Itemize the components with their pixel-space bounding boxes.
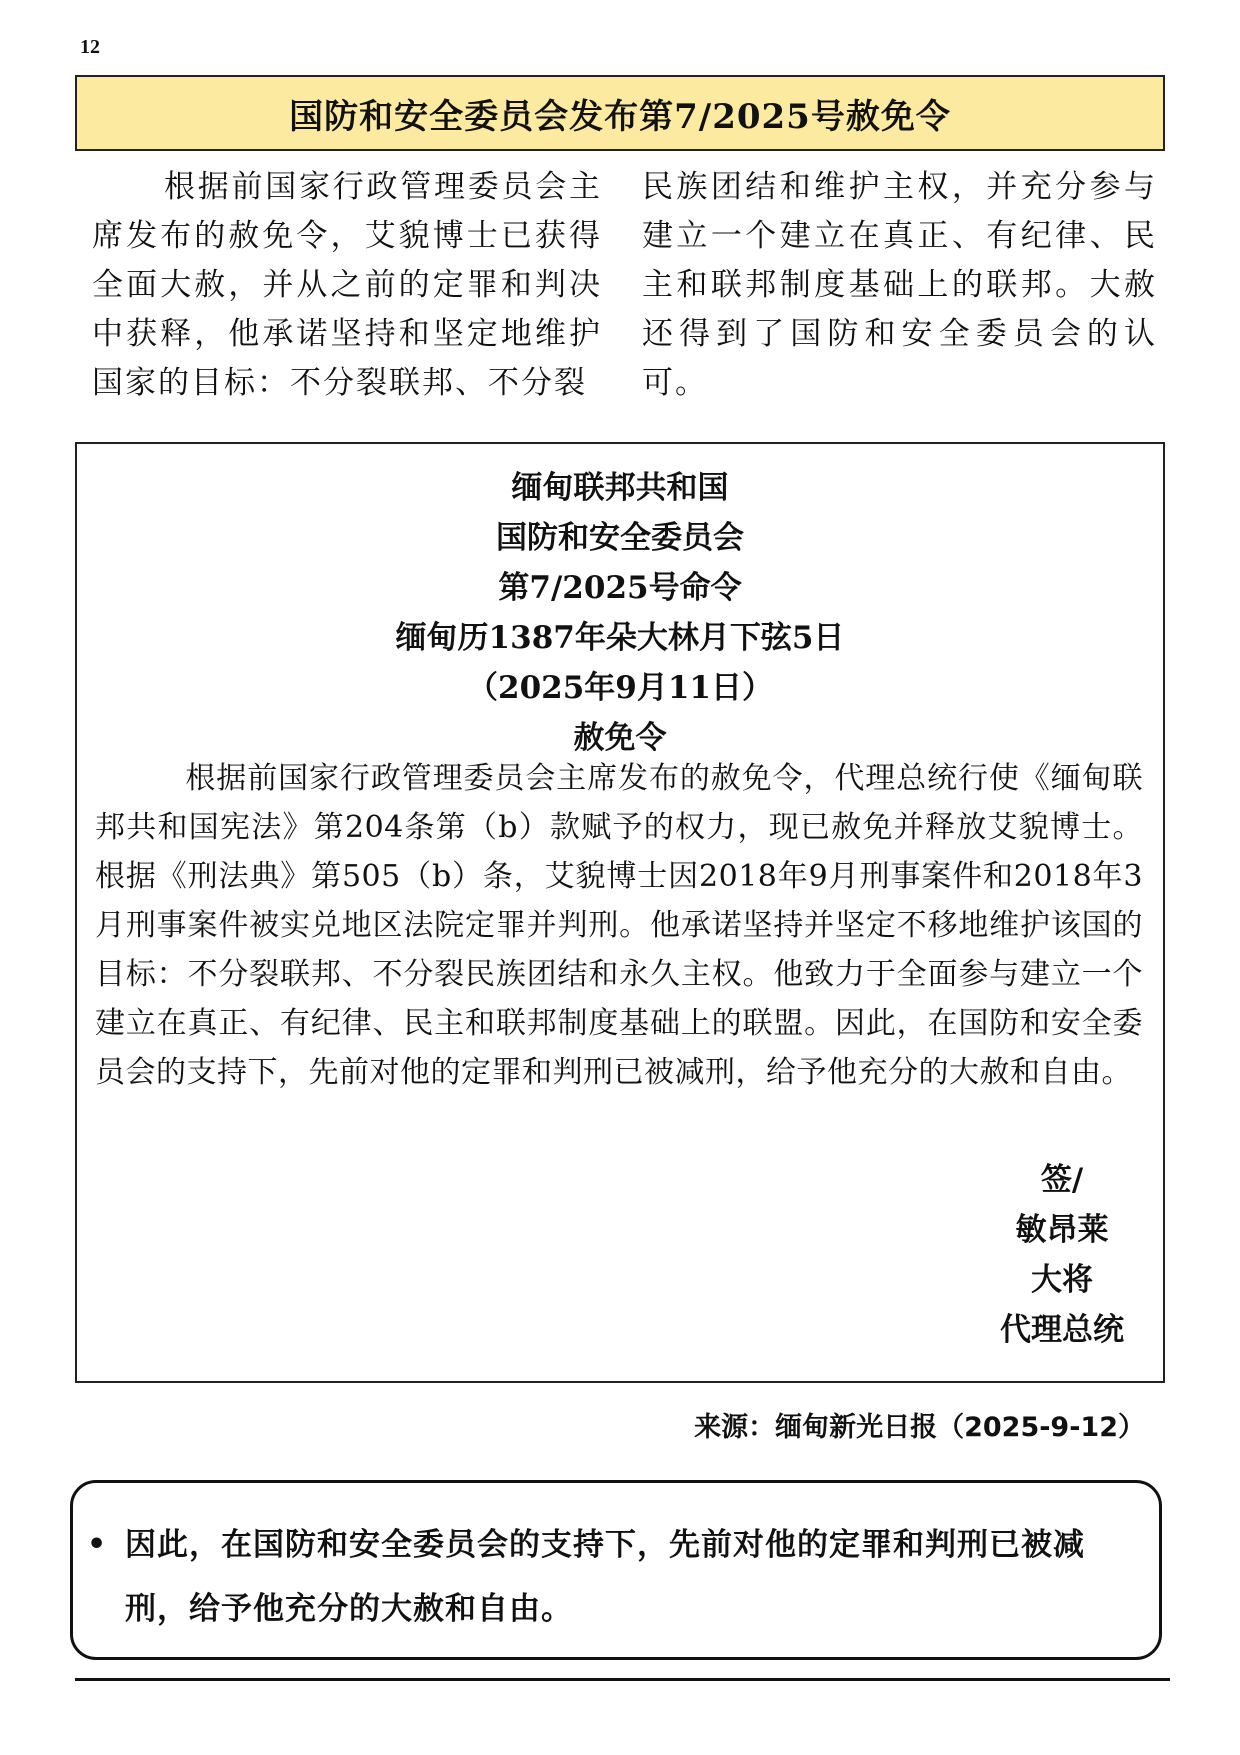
source-citation: 来源：缅甸新光日报（2025-9-12） bbox=[694, 1412, 1145, 1443]
page-number: 12 bbox=[80, 36, 100, 58]
order-country: 缅甸联邦共和国 bbox=[511, 470, 729, 506]
signature-mark: 签/ bbox=[1040, 1162, 1084, 1198]
signatory-title: 代理总统 bbox=[1000, 1312, 1124, 1348]
summary-text: 因此，在国防和安全委员会的支持下，先前对他的定罪和判刑已被减刑，给予他充分的大赦和自由。 bbox=[125, 1527, 1085, 1627]
order-document-box bbox=[75, 442, 1165, 1383]
order-type: 赦免令 bbox=[573, 720, 667, 756]
order-gregorian-date: （2025年9月11日） bbox=[467, 670, 773, 706]
intro-column-right: 民族团结和维护主权，并充分参与建立一个建立在真正、有纪律、民主和联邦制度基础上的联邦。大赦还得到了国防和安全委员会的认可。 bbox=[642, 169, 1157, 401]
intro-column-left: 根据前国家行政管理委员会主席发布的赦免令，艾貌博士已获得全面大赦，并从之前的定罪和判决中获释，他承诺坚持和坚定地维护国家的目标：不分裂联邦、不分裂 bbox=[92, 169, 602, 401]
signatory-rank: 大将 bbox=[1031, 1262, 1093, 1298]
page-title-text: 国防和安全委员会发布第7/2025号赦免令 bbox=[289, 96, 951, 137]
summary-callout bbox=[70, 1480, 1162, 1660]
page-title bbox=[75, 75, 1165, 151]
order-lunar-date: 缅甸历1387年朵大林月下弦5日 bbox=[395, 620, 845, 656]
order-council: 国防和安全委员会 bbox=[496, 520, 744, 556]
order-number: 第7/2025号命令 bbox=[498, 570, 742, 606]
order-body-text: 根据前国家行政管理委员会主席发布的赦免令，代理总统行使《缅甸联邦共和国宪法》第204条第（b）款赋予的权力，现已赦免并释放艾貌博士。根据《刑法典》第505（b）条，艾貌博士因2018年9月刑事案件和2018年3月刑事案件被实兑地区法院定罪并判刑。他承诺坚持并坚定不移地维护该国的目标：不分裂联邦、不分裂民族团结和永久主权。他致力于全面参与建立一个建立在真正、有纪律、民主和联邦制度基础上的联盟。因此，在国防和安全委员会的支持下，先前对他的定罪和判刑已被减刑，给予他充分的大赦和自由。 bbox=[95, 761, 1143, 1090]
bottom-divider bbox=[75, 1678, 1170, 1681]
bullet-icon: • bbox=[87, 1527, 107, 1562]
order-body bbox=[95, 754, 1143, 1097]
signatory-name: 敏昂莱 bbox=[1015, 1212, 1109, 1248]
